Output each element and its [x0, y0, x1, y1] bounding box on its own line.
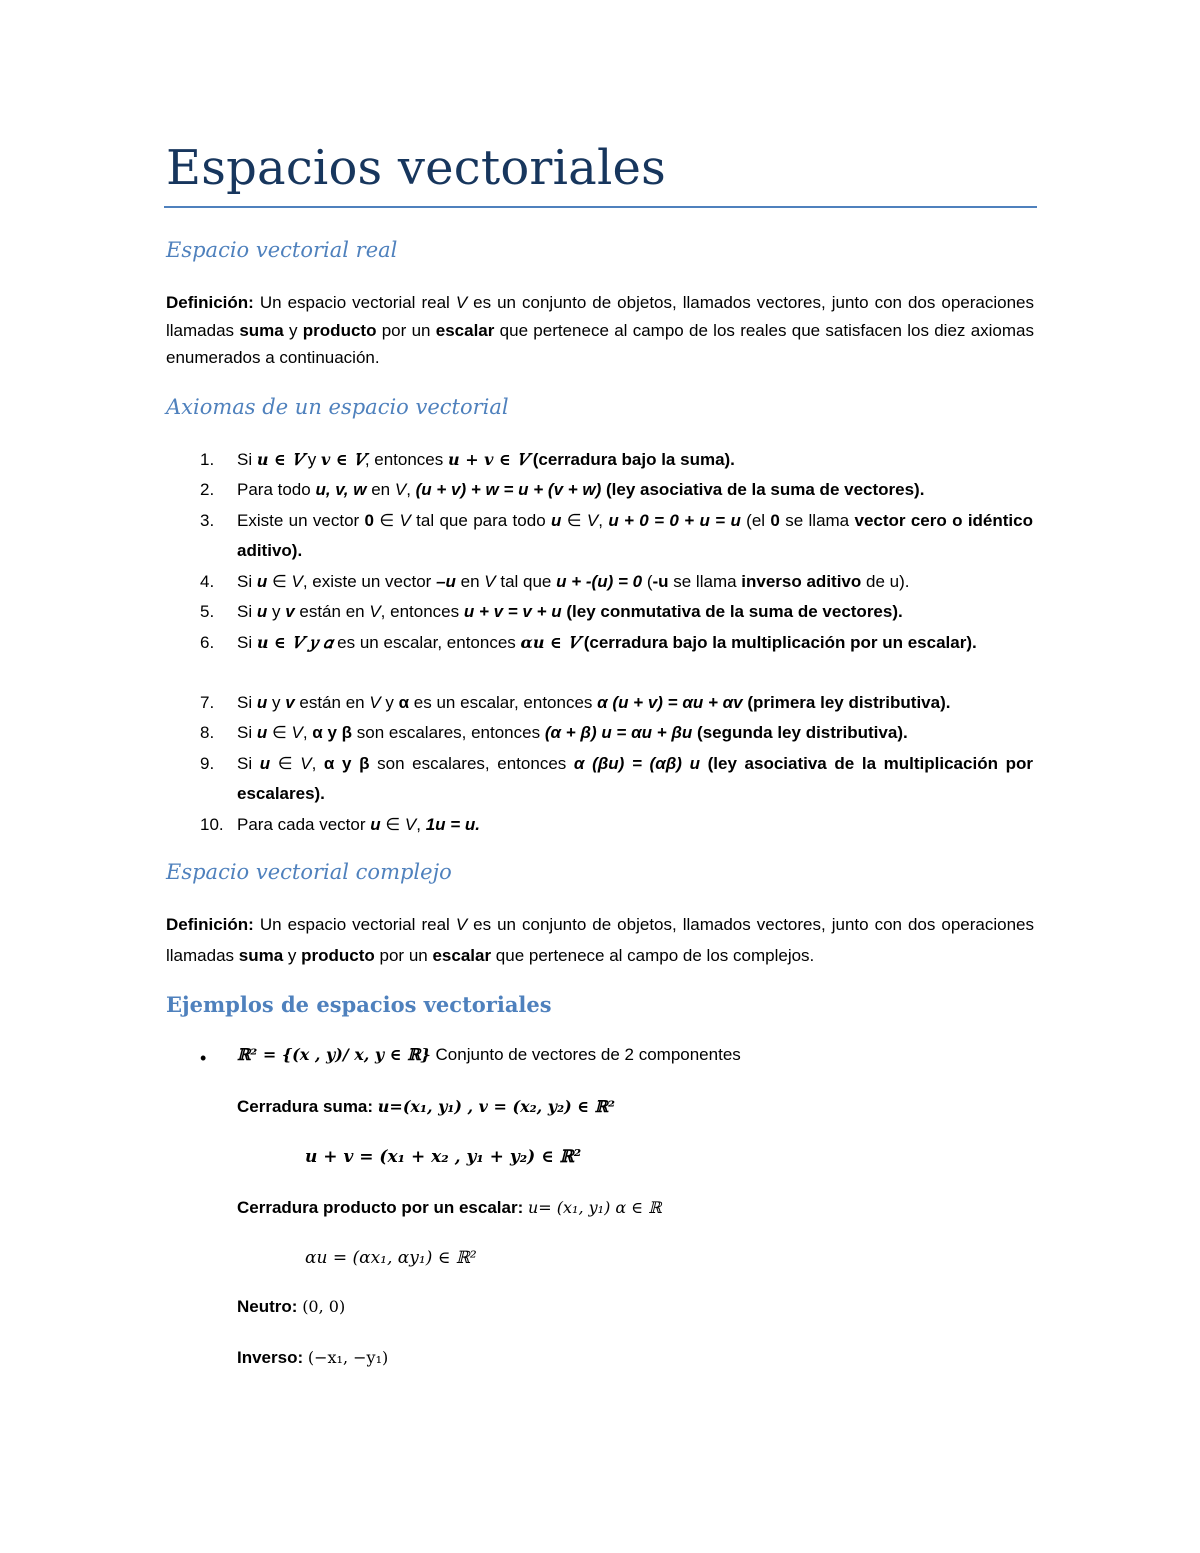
axiom-text: ,	[302, 723, 313, 742]
axiom-text: Si	[237, 602, 257, 621]
axiom-math: -u	[652, 572, 669, 591]
axiom-bold: (primera ley distributiva).	[742, 693, 951, 712]
axiom-math: α	[398, 693, 410, 712]
axiom-var: V	[399, 511, 411, 530]
axiom-math: u	[256, 572, 268, 591]
axiom-text: ∈	[267, 572, 292, 591]
example-prod-result	[305, 1248, 477, 1268]
definition-term: suma	[239, 320, 284, 340]
axiom-2	[237, 475, 1033, 505]
example-sum-closure	[237, 1097, 615, 1117]
axiom-math: α y β	[323, 754, 370, 773]
axiom-math: 1u = u.	[425, 815, 481, 834]
axiom-var: V	[291, 723, 303, 742]
axiom-math: α (βu) = (αβ) u	[573, 754, 700, 773]
definition-var: V	[455, 915, 468, 934]
example-math: (−x₁, −y₁)	[307, 1348, 389, 1367]
list-number: 1.	[200, 450, 215, 469]
page-title: Espacios vectoriales	[166, 140, 666, 196]
axiom-bold: (cerradura bajo la multiplicación por un escalar).	[579, 633, 977, 652]
axiom-10	[237, 810, 1033, 840]
axiom-var: V	[586, 511, 599, 530]
list-number: 6.	[200, 633, 215, 652]
axiom-text: ∈	[267, 723, 292, 742]
axiom-text: son escalares, entonces	[352, 723, 545, 742]
definition-var: V	[455, 293, 468, 312]
axiom-text: Si	[237, 693, 257, 712]
axiom-bold: (ley conmutativa de la suma de vectores).	[561, 602, 903, 621]
axiom-text: están en	[294, 693, 370, 712]
axiom-math: u + v = v + u	[463, 602, 562, 621]
axiom-math: v	[285, 602, 295, 621]
axiom-math: u	[256, 602, 268, 621]
example-prod-closure	[237, 1198, 662, 1218]
list-number: 10.	[200, 815, 224, 834]
axiom-var: V	[484, 572, 496, 591]
axiom-var: V	[369, 602, 381, 621]
axiom-text: tal que	[495, 572, 557, 591]
definition-term: suma	[238, 946, 284, 965]
axiom-math: u + -(u) = 0	[556, 572, 643, 591]
axiom-text: ,	[406, 480, 416, 499]
list-number: 3.	[200, 511, 215, 530]
axiom-var: V	[291, 572, 303, 591]
axiom-text: ,	[598, 511, 609, 530]
axiom-text: ,	[416, 815, 426, 834]
axiom-bold: (segunda ley distributiva).	[692, 723, 908, 742]
axiom-text: , existe un vector	[302, 572, 437, 591]
example-math: u=(x₁, y₁) , v = (x₂, y₂) ∈ ℝ²	[377, 1097, 615, 1116]
example-label: Cerradura producto por un escalar:	[237, 1198, 524, 1217]
axiom-text: (el	[740, 511, 771, 530]
axiom-6	[237, 628, 1033, 658]
definition-complex	[166, 909, 1034, 971]
axiom-text: son escalares, entonces	[369, 754, 574, 773]
axiom-text: ∈	[380, 815, 405, 834]
axiom-text: ∈	[270, 754, 301, 773]
definition-text: y	[283, 320, 303, 340]
axiom-text: , entonces	[380, 602, 464, 621]
axiom-math: 𝒖 ∈ 𝑉	[256, 450, 304, 469]
axiom-text: Si	[237, 633, 257, 652]
axiom-math: 0	[770, 511, 780, 530]
axiom-math: u	[256, 723, 268, 742]
axiom-math: 𝒖 + 𝒗 ∈ 𝑉	[447, 450, 528, 469]
definition-label: Definición:	[166, 915, 254, 934]
list-number: 7.	[200, 693, 215, 712]
axiom-text: es un escalar, entonces	[332, 633, 521, 652]
list-number: 4.	[200, 572, 215, 591]
definition-text: que pertenece al campo de los complejos.	[491, 946, 815, 965]
axiom-text: en	[366, 480, 395, 499]
axiom-text: es un escalar, entonces	[409, 693, 598, 712]
example-math: αu = (αx₁, αy₁) ∈ ℝ²	[305, 1248, 477, 1268]
definition-text: Un espacio vectorial real	[253, 915, 456, 934]
example-r2	[237, 1045, 741, 1065]
axiom-1	[237, 445, 1033, 475]
axiom-math: 0	[364, 511, 374, 530]
axiom-text: Si	[237, 450, 257, 469]
example-sum-result	[305, 1147, 581, 1167]
example-math: u + v = (x₁ + x₂ , y₁ + y₂) ∈ ℝ²	[305, 1147, 582, 1167]
axiom-math: (α + β) u = αu + βu	[544, 723, 693, 742]
axiom-text: de u).	[861, 572, 910, 591]
definition-term: producto	[302, 320, 377, 340]
axiom-math: 𝒗 ∈ 𝑉	[320, 450, 365, 469]
title-underline	[164, 206, 1037, 208]
axiom-math: α y β	[312, 723, 353, 742]
axiom-text: (	[642, 572, 653, 591]
axiom-math: –u	[436, 572, 456, 591]
definition-real	[166, 289, 1034, 372]
list-number: 2.	[200, 480, 215, 499]
axiom-text: Si	[237, 723, 257, 742]
axiom-math: u, v, w	[315, 480, 367, 499]
axiom-math: u	[370, 815, 381, 834]
heading-espacio-complejo: Espacio vectorial complejo	[166, 860, 452, 884]
example-neutral	[237, 1297, 345, 1317]
example-math: u= (x₁, y₁) α ∈ ℝ	[527, 1198, 662, 1217]
axiom-text: tal que para todo	[410, 511, 551, 530]
definition-text: por un	[376, 320, 436, 340]
axiom-text: y	[380, 693, 399, 712]
example-math: (0, 0)	[302, 1297, 346, 1316]
example-inverse	[237, 1348, 388, 1368]
axiom-text: Existe un vector	[237, 511, 365, 530]
axiom-text: se llama	[668, 572, 742, 591]
definition-text: Un espacio vectorial real	[253, 293, 456, 312]
heading-axiomas: Axiomas de un espacio vectorial	[166, 395, 509, 419]
example-label: Cerradura suma:	[237, 1097, 374, 1116]
heading-ejemplos: Ejemplos de espacios vectoriales	[166, 992, 552, 1017]
axiom-text: están en	[294, 602, 370, 621]
axiom-math: u	[259, 754, 271, 773]
definition-term: escalar	[435, 320, 495, 340]
axiom-text: Si	[237, 572, 257, 591]
axiom-text: ∈	[561, 511, 587, 530]
definition-text: es un conjunto de objetos, llamados vectores, junto con dos operaciones llamadas	[166, 915, 1035, 965]
definition-text: y	[283, 946, 302, 965]
list-number: 9.	[200, 754, 215, 773]
axiom-text: se llama	[779, 511, 855, 530]
definition-text: que pertenece al campo de los reales que satisfacen los diez axiomas enumerados a continuación.	[166, 320, 1034, 367]
axiom-text: en	[455, 572, 485, 591]
heading-espacio-real: Espacio vectorial real	[166, 238, 398, 262]
axiom-text: Si	[237, 754, 260, 773]
axiom-var: V	[404, 815, 417, 834]
axiom-bold: vector cero o idéntico aditivo).	[237, 511, 1033, 560]
axiom-math: 𝒖 ∈ 𝑉 𝑦 𝛼	[256, 633, 333, 652]
definition-text: por un	[374, 946, 433, 965]
example-math: ℝ² = {(𝒙 , 𝒚)/ 𝒙, 𝒚 ∈ ℝ}	[237, 1045, 431, 1064]
axiom-var: V	[369, 693, 381, 712]
axiom-5	[237, 597, 1033, 627]
axiom-var: V	[300, 754, 312, 773]
axiom-bold: (cerradura bajo la suma).	[528, 450, 735, 469]
axiom-9	[237, 749, 1033, 809]
definition-label: Definición:	[166, 293, 254, 312]
definition-term: producto	[301, 946, 375, 965]
example-text: Conjunto de vectores de 2 componentes	[430, 1045, 741, 1064]
axiom-math: α𝒖 ∈ 𝑉	[520, 633, 579, 652]
axiom-7	[237, 688, 1033, 718]
list-number: 5.	[200, 602, 215, 621]
axiom-text: ∈	[374, 511, 400, 530]
axiom-math: v	[285, 693, 295, 712]
axiom-math: (u + v) + w = u + (v + w)	[415, 480, 602, 499]
list-number: 8.	[200, 723, 215, 742]
axiom-bold: (ley asociativa de la suma de vectores).	[601, 480, 925, 499]
axiom-text: y	[267, 602, 286, 621]
bullet-icon: •	[200, 1048, 207, 1068]
axiom-text: y	[267, 693, 286, 712]
axiom-8	[237, 718, 1033, 748]
axiom-text: y	[303, 450, 321, 469]
axiom-bold: (ley asociativa de la multiplicación por escalares).	[237, 754, 1033, 803]
axiom-math: α (u + v) = αu + αv	[597, 693, 743, 712]
axiom-text: ,	[311, 754, 324, 773]
axiom-math: u	[256, 693, 268, 712]
example-label: Neutro:	[237, 1297, 298, 1316]
axiom-text: , entonces	[364, 450, 448, 469]
definition-term: escalar	[432, 946, 492, 965]
axiom-bold: inverso aditivo	[741, 572, 862, 591]
example-label: Inverso:	[237, 1348, 304, 1367]
axiom-var: V	[394, 480, 407, 499]
axiom-math: u + 0 = 0 + u = u	[608, 511, 741, 530]
axiom-text: Para cada vector	[237, 815, 371, 834]
axiom-4	[237, 567, 1033, 597]
axiom-math: u	[551, 511, 562, 530]
axiom-text: Para todo	[237, 480, 316, 499]
axiom-3	[237, 506, 1033, 566]
definition-text: es un conjunto de objetos, llamados vectores, junto con dos operaciones llamadas	[166, 293, 1035, 340]
